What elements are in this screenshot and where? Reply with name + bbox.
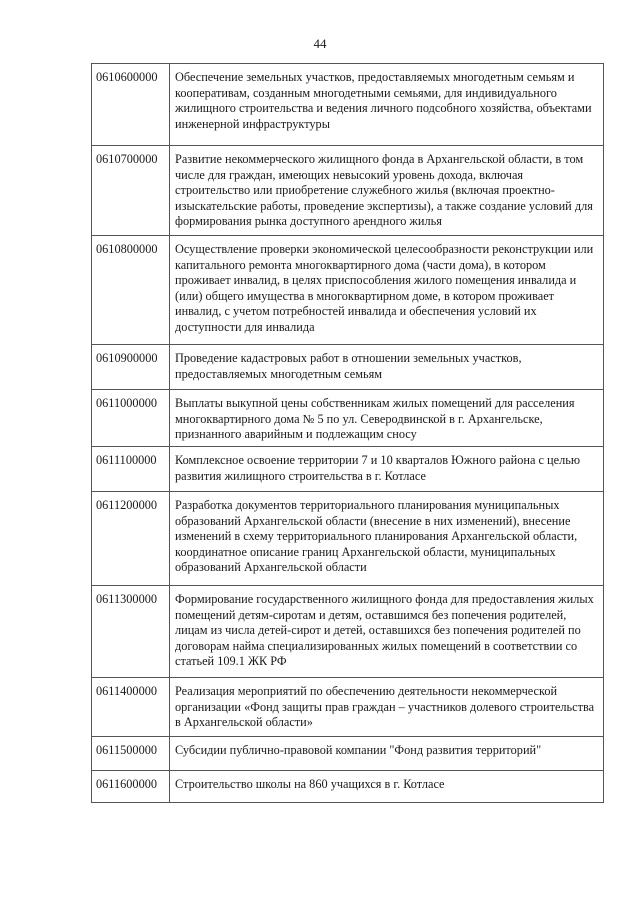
code-cell: 0611000000 <box>92 390 170 447</box>
description-cell: Осуществление проверки экономической целесообразности реконструкции или капитального ремонта многоквартирного дома (части дома), в котором проживает инвалид, в целях приспособления жилого помещения инвалида и (или) общего имущества в многоквартирном доме, в котором проживает инвалид, с учетом потребностей инвалида и обеспечения условий их доступности для инвалида <box>170 236 604 345</box>
code-cell: 0610800000 <box>92 236 170 345</box>
description-cell: Выплаты выкупной цены собственникам жилых помещений для расселения многоквартирного дома № 5 по ул. Северодвинской в г. Архангельске, признанного аварийным и подлежащим сносу <box>170 390 604 447</box>
table-row <box>92 390 604 447</box>
table-row <box>92 586 604 678</box>
code-cell: 0611300000 <box>92 586 170 678</box>
code-cell: 0611500000 <box>92 737 170 771</box>
table-row <box>92 447 604 492</box>
table-row <box>92 236 604 345</box>
description-cell: Субсидии публично-правовой компании "Фонд развития территорий" <box>170 737 604 771</box>
budget-codes-table <box>91 63 604 803</box>
table-row <box>92 146 604 236</box>
code-cell: 0611400000 <box>92 678 170 737</box>
page-number: 44 <box>313 36 327 51</box>
description-cell: Комплексное освоение территории 7 и 10 кварталов Южного района с целью развития жилищного строительства в г. Котласе <box>170 447 604 492</box>
description-cell: Развитие некоммерческого жилищного фонда в Архангельской области, в том числе для граждан, имеющих невысокий уровень дохода, включая строительство или приобретение служебного жилья (включая проектно-изыскательские работы, проведение экспертизы), а также создание условий для формирования рынка доступного арендного жилья <box>170 146 604 236</box>
description-cell: Строительство школы на 860 учащихся в г. Котласе <box>170 771 604 803</box>
code-cell: 0611100000 <box>92 447 170 492</box>
description-cell: Формирование государственного жилищного фонда для предоставления жилых помещений детям-сиротам и детям, оставшимся без попечения родителей, лицам из числа детей-сирот и детей, оставшихся без попечения родителей по договорам найма специализированных жилых помещений в соответствии со статьей 109.1 ЖК РФ <box>170 586 604 678</box>
table-row <box>92 678 604 737</box>
code-cell: 0610700000 <box>92 146 170 236</box>
code-cell: 0610900000 <box>92 345 170 390</box>
table-row <box>92 737 604 771</box>
description-cell: Обеспечение земельных участков, предоставляемых многодетным семьям и кооперативам, созданным многодетными семьями, для индивидуального жилищного строительства и ведения личного подсобного хозяйства, объектами инженерной инфраструктуры <box>170 64 604 146</box>
table-row <box>92 345 604 390</box>
table-row <box>92 771 604 803</box>
description-cell: Разработка документов территориального планирования муниципальных образований Архангельской области (внесение в них изменений), внесение изменений в схему территориального планирования Архангельской области, координатное описание границ Архангельской области, муниципальных образований Архангельской области <box>170 492 604 586</box>
description-cell: Проведение кадастровых работ в отношении земельных участков, предоставляемых многодетным семьям <box>170 345 604 390</box>
code-cell: 0611600000 <box>92 771 170 803</box>
table-row <box>92 64 604 146</box>
code-cell: 0611200000 <box>92 492 170 586</box>
description-cell: Реализация мероприятий по обеспечению деятельности некоммерческой организации «Фонд защиты прав граждан – участников долевого строительства в Архангельской области» <box>170 678 604 737</box>
table-row <box>92 492 604 586</box>
code-cell: 0610600000 <box>92 64 170 146</box>
